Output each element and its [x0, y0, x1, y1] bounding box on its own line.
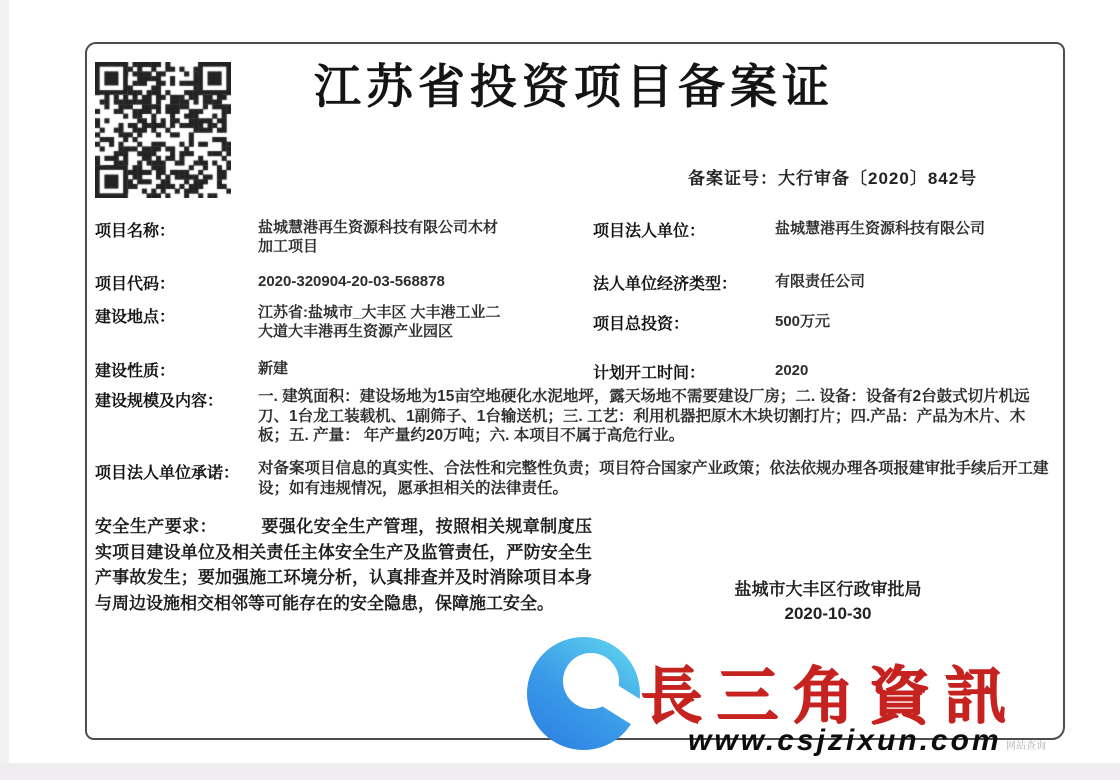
field-value-project-code: 2020-320904-20-03-568878: [258, 273, 445, 290]
scan-edge-bottom: [0, 763, 1120, 780]
field-label-economic-type: 法人单位经济类型：: [593, 276, 738, 293]
field-value-total-investment: 500万元: [775, 313, 831, 330]
issuer-date: 2020-10-30: [784, 604, 872, 623]
cert-number-label: 备案证号：: [688, 169, 778, 188]
field-label-legal-entity: 项目法人单位：: [593, 223, 706, 240]
field-label-project-code: 项目代码：: [95, 276, 176, 293]
section-content-scale: 一. 建筑面积：建设场地为15亩空地硬化水泥地坪，露天场地不需要建设厂房；二. 设备：设备有2台鼓式切片机远刀、1台龙工装载机、1副筛子、1台输送机；三. 工艺：利用机器把原木木块切割打片；四.产品：产品为木片、木板；五. 产量： 年产量约20万吨；六. 本项目不属于高危行业。: [258, 388, 1030, 444]
field-value-legal-entity: 盐城慧港再生资源科技有限公司: [775, 220, 986, 237]
cert-number-line: [688, 164, 977, 189]
section-content-promise: 对备案项目信息的真实性、合法性和完整性负责；项目符合国家产业政策；依法依规办理各项报建审批手续后开工建设；如有违规情况，愿承担相关的法律责任。: [258, 460, 1049, 497]
field-value-planned-start: 2020: [775, 362, 809, 379]
watermark-fine-print: 网站查询: [1006, 741, 1046, 752]
field-label-location: 建设地点：: [95, 309, 176, 326]
field-value-economic-type: 有限责任公司: [775, 273, 866, 290]
watermark-brand-text: 長三角資訊: [640, 663, 1021, 731]
field-value-location: 江苏省:盐城市_大丰区 大丰港工业二大道大丰港再生资源产业园区: [258, 304, 501, 340]
field-value-construction-nature: 新建: [258, 360, 289, 377]
field-value-project-name: 盐城慧港再生资源科技有限公司木材加工项目: [258, 219, 499, 255]
issuer-name: 盐城市大丰区行政审批局: [734, 580, 922, 599]
section-label-promise: 项目法人单位承诺：: [95, 465, 240, 482]
watermark-url-text: www.csjzixun.com: [688, 724, 1002, 757]
issuer-block: [678, 578, 978, 626]
section-label-safety: 安全生产要求：: [95, 517, 217, 536]
field-label-project-name: 项目名称：: [95, 223, 176, 240]
cert-number-value: 大行审备〔2020〕842号: [778, 169, 978, 188]
field-label-planned-start: 计划开工时间：: [593, 365, 706, 382]
scan-edge-left: [0, 0, 9, 780]
section-label-scale: 建设规模及内容：: [95, 393, 224, 410]
field-label-total-investment: 项目总投资：: [593, 316, 690, 333]
section-safety: [95, 514, 592, 616]
field-label-construction-nature: 建设性质：: [95, 363, 176, 380]
watermark-logo-icon: [527, 637, 640, 750]
certificate-title: 江苏省投资项目备案证: [314, 62, 834, 114]
section-content-safety: 要强化安全生产管理，按照相关规章制度压实项目建设单位及相关责任主体安全生产及监管责任，严防安全生产事故发生；要加强施工环境分析，认真排查并及时消除项目本身与周边设施相交相邻等可能存在的安全隐患，保障施工安全。: [95, 517, 593, 613]
